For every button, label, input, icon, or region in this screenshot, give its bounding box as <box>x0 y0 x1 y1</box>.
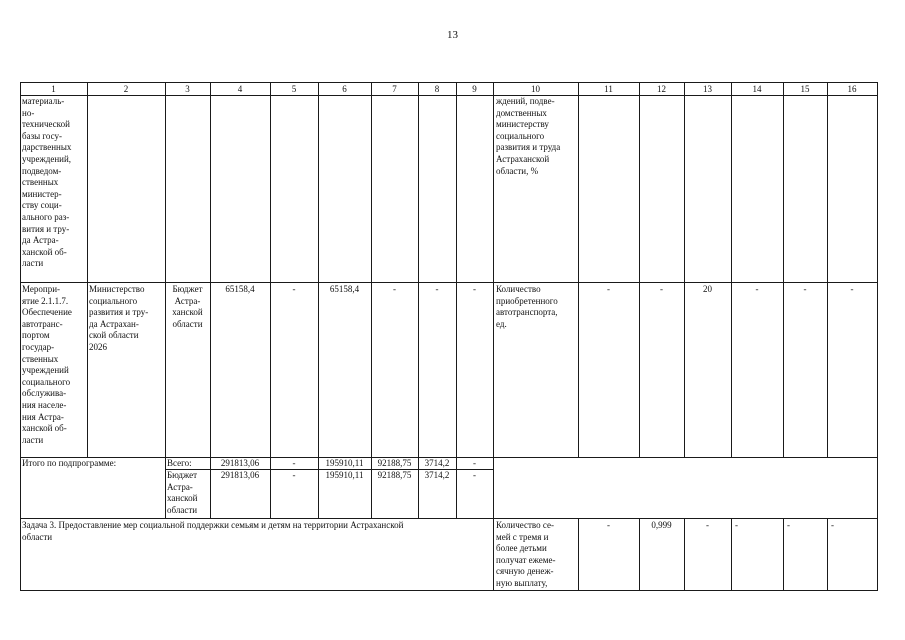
col-header: 7 <box>392 84 397 94</box>
row2-indicator: Количество приобретенного автотранспорта, ед. <box>496 284 558 329</box>
table-rule <box>827 82 828 458</box>
total-line2-source: Бюджет Астра- ханской области <box>167 470 198 515</box>
table-rule <box>20 518 878 519</box>
task3-col13: - <box>706 520 709 530</box>
task3-col15: - <box>787 520 790 530</box>
col-header: 16 <box>847 84 857 94</box>
row2-col6: 65158,4 <box>329 284 360 294</box>
total-line1-col9: - <box>473 458 476 468</box>
table-rule <box>318 82 319 519</box>
table-rule <box>418 82 419 519</box>
col-header: 9 <box>472 84 477 94</box>
row2-col14: - <box>755 284 759 294</box>
col-header: 15 <box>800 84 810 94</box>
table-rule <box>639 82 640 458</box>
task3-col11: - <box>607 520 610 530</box>
total-line1-col6: 195910,11 <box>325 458 364 468</box>
table-rule <box>731 82 732 458</box>
total-line1-col8: 3714,2 <box>424 458 450 468</box>
table-rule <box>578 82 579 458</box>
table-rule <box>877 82 878 591</box>
table-rule <box>87 82 88 458</box>
row1-indicator-text: ждений, подве- домственных министерству социального развития и труда Астраханской области, % <box>496 96 561 176</box>
col-header: 1 <box>51 84 56 94</box>
task3-title: Задача 3. Предоставление мер социальной поддержки семьям и детям на территории Астраханской области <box>22 520 404 542</box>
total-line1-source: Всего: <box>167 458 192 468</box>
col-header: 2 <box>123 84 129 94</box>
col-header: 6 <box>342 84 347 94</box>
total-line2-col9: - <box>473 470 476 480</box>
row2-total: 65158,4 <box>225 284 255 294</box>
table-rule <box>731 518 732 591</box>
total-label: Итого по подпрограмме: <box>22 458 117 468</box>
table-rule <box>270 82 271 519</box>
total-line2-col4: 291813,06 <box>220 470 260 480</box>
col-header: 13 <box>703 84 712 94</box>
table-rule <box>20 95 878 96</box>
table-rule <box>827 518 828 591</box>
row2-col13: 20 <box>703 284 712 294</box>
page-number: 13 <box>447 29 458 41</box>
row2-measure-text: Меропри- ятие 2.1.1.7. Обеспечение автотранс- портом государ- ственных учреждений социального обслужива- ния населе- ния Астра- ханской об- ласти <box>22 284 72 445</box>
row2-col7: - <box>393 284 396 294</box>
row2-executor: Министерство социального развития и тру- да Астрахан- ской области 2026 <box>89 284 149 352</box>
row2-col8: - <box>435 284 439 294</box>
total-line2-col7: 92188,75 <box>377 470 412 480</box>
total-line2-col8: 3714,2 <box>424 470 450 480</box>
col-header: 10 <box>531 84 540 94</box>
table-rule <box>456 82 457 519</box>
task3-indicator: Количество се- мей с тремя и более детьми получат ежеме- сячную денеж- ную выплату, <box>496 520 556 588</box>
total-line1-col5: - <box>292 458 296 468</box>
row2-col9: - <box>473 284 476 294</box>
col-header: 4 <box>237 84 243 94</box>
table-rule <box>210 82 211 519</box>
table-rule <box>684 82 685 458</box>
table-rule <box>783 82 784 458</box>
row2-col15: - <box>803 284 807 294</box>
table-rule <box>493 82 494 591</box>
col-header: 3 <box>185 84 190 94</box>
col-header: 5 <box>291 84 297 94</box>
col-header: 14 <box>752 84 762 94</box>
col-header: 11 <box>604 84 613 94</box>
table-rule <box>20 282 878 283</box>
row2-col5: - <box>292 284 296 294</box>
row2-col12: - <box>660 284 663 294</box>
task3-col14: - <box>735 520 738 530</box>
table-rule <box>783 518 784 591</box>
total-line2-col6: 195910,11 <box>325 470 364 480</box>
table-rule <box>20 590 878 591</box>
row2-col11: - <box>607 284 610 294</box>
total-line2-col5: - <box>292 470 296 480</box>
col-header: 8 <box>434 84 440 94</box>
col-header: 12 <box>657 84 666 94</box>
row2-source: Бюджет Астра- ханской области <box>172 284 203 329</box>
row1-measure-text: материаль- но- технической базы госу- дарственных учреждений, подведом- ственных министер- ству соци- ального раз- вития и тру- да Астра- ханской об- ласти <box>22 96 72 269</box>
row2-col16: - <box>850 284 854 294</box>
task3-col16: - <box>831 520 834 530</box>
table-rule <box>20 82 21 591</box>
total-line1-col4: 291813,06 <box>220 458 260 468</box>
table-rule <box>371 82 372 519</box>
total-line1-col7: 92188,75 <box>377 458 412 468</box>
task3-col12: 0,999 <box>651 520 672 530</box>
